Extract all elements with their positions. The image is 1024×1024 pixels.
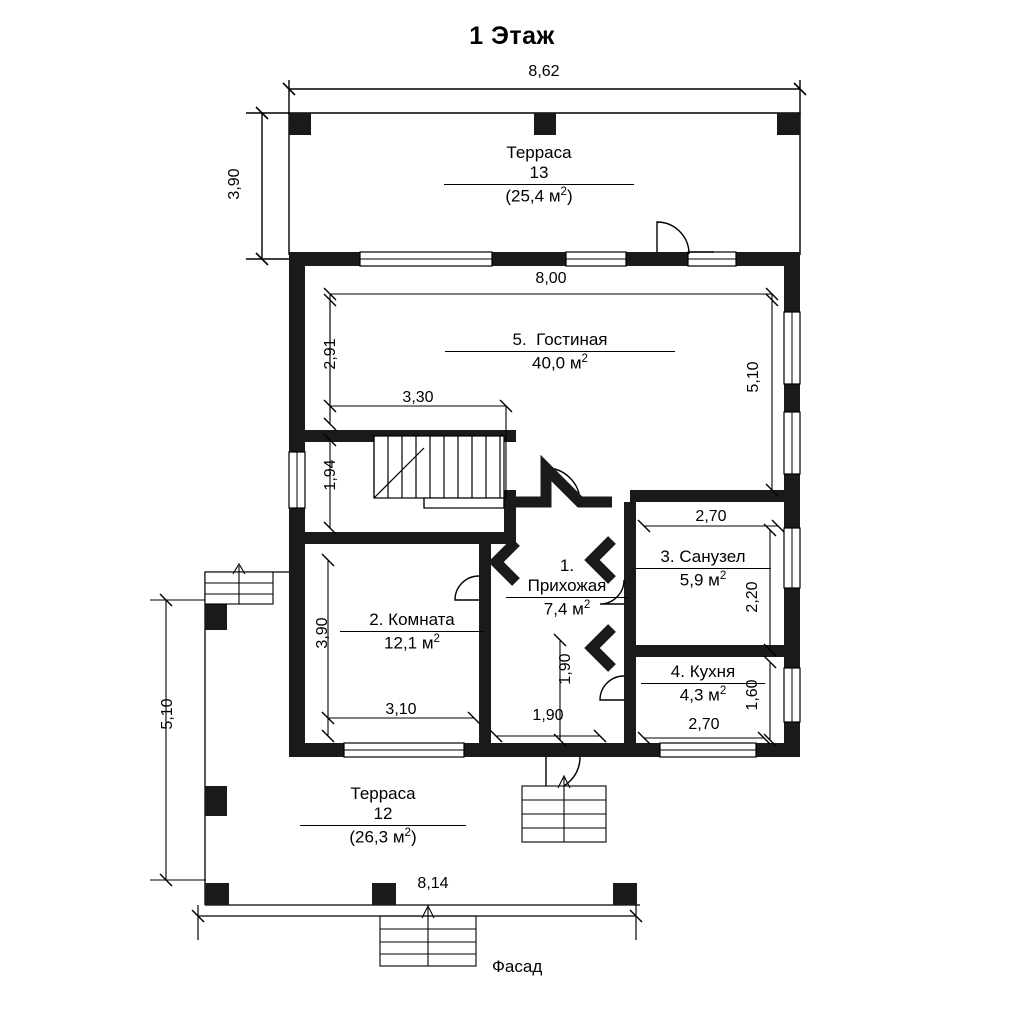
dim-living-width: 8,00 xyxy=(535,270,567,287)
room-hall-label xyxy=(506,556,628,620)
room-bathroom-area: 5,9 $м^2$ xyxy=(635,568,771,591)
terrace-12-label: Терраса 12 (26,3 $м^2$) xyxy=(300,784,466,848)
dim-hall-depth: 1,90 xyxy=(557,653,574,685)
room-bedroom-title: 2. Комната xyxy=(369,610,455,629)
room-bedroom-label xyxy=(340,610,484,654)
room-living-title: 5. Гостиная xyxy=(512,330,608,349)
room-living-label xyxy=(445,330,675,374)
room-kitchen-area: 4,3 $м^2$ xyxy=(641,683,765,706)
dim-hall-door-width: 1,90 xyxy=(532,707,564,724)
facade-label: Фасад xyxy=(492,957,543,976)
dim-stairs-width: 3,30 xyxy=(402,389,434,406)
room-living-area: 40,0 $м^2$ xyxy=(445,351,675,374)
terrace-12-area: (26,3 $м^2$) xyxy=(300,825,466,848)
dim-room-width: 3,10 xyxy=(385,701,417,718)
terrace-13-area: (25,4 $м^2$) xyxy=(444,184,634,207)
dim-bottom-overall: 8,14 xyxy=(417,875,449,892)
dim-terrace13-depth: 3,90 xyxy=(226,168,243,200)
page-title: 1 Этаж xyxy=(469,22,555,50)
dim-kitchen-width: 2,70 xyxy=(688,716,720,733)
terrace-13-label: Терраса 13 (25,4 $м^2$) xyxy=(444,143,634,207)
room-hall-name: Прихожая xyxy=(527,576,607,596)
room-bathroom-title: 3. Санузел xyxy=(660,547,746,566)
dim-kitchen-depth: 1,60 xyxy=(744,679,761,711)
room-hall-area: 7,4 $м^2$ xyxy=(506,597,628,620)
dim-living-left-depth: 2,91 xyxy=(322,338,339,370)
room-hall-number: 1. xyxy=(559,556,575,575)
room-kitchen-title: 4. Кухня xyxy=(670,662,736,681)
dim-stairs-depth: 1,94 xyxy=(322,459,339,491)
dim-terrace12-depth: 5,10 xyxy=(159,698,176,730)
room-bedroom-area: 12,1 $м^2$ xyxy=(340,631,484,654)
dim-room-depth: 3,90 xyxy=(314,617,331,649)
dim-top-overall: 8,62 xyxy=(528,63,560,80)
dim-bathroom-width: 2,70 xyxy=(695,508,727,525)
dim-living-right-depth: 5,10 xyxy=(745,361,762,393)
dim-bathroom-depth: 2,20 xyxy=(744,581,761,613)
